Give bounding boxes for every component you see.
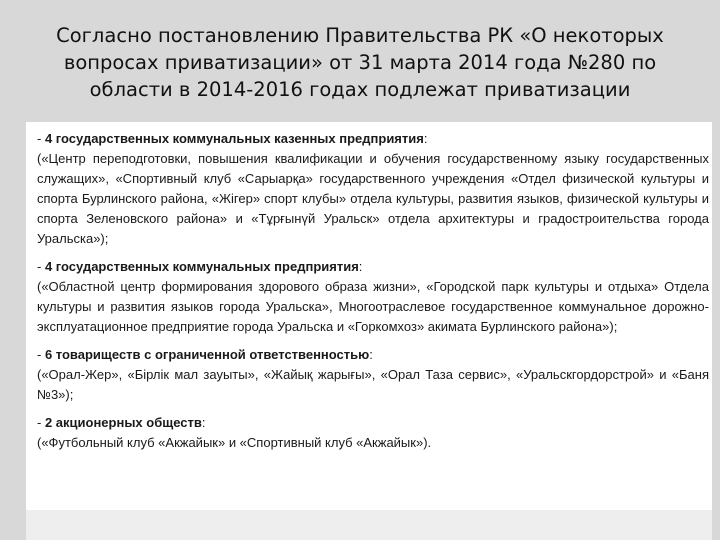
list-item-body: («Центр переподготовки, повышения квалификации и обучения государственному языку государственных служащих», «Спортивный клуб «Сарыарқа» государственного учреждения «Отдел физической культуры и спорта Бурлинского района, «Жігер» спорт клубы» отдела культуры, развития языков, физической культуры и спорта Зеленовского района» и «Тұрғынүй Уральск» отдела архитектуры и градостроительства города Уральска»); [37, 151, 709, 246]
list-item-title: 6 товариществ с ограниченной ответственностью [44, 347, 370, 362]
list-item-joint-stock-companies [37, 413, 709, 453]
list-item-communal-enterprises [37, 257, 709, 337]
list-item-heading: - 2 акционерных обществ: [37, 415, 206, 430]
title-line: области в 2014-2016 годах подлежат приватизации [89, 78, 631, 101]
list-item-body: («Футбольный клуб «Акжайык» и «Спортивный клуб «Акжайык»). [37, 435, 432, 450]
title-line: вопросах приватизации» от 31 марта 2014 года №280 по [63, 51, 657, 74]
list-item-heading: - 6 товариществ с ограниченной ответственностью: [37, 347, 373, 362]
list-item-communal-state-enterprises [37, 129, 709, 249]
list-item-title: 2 акционерных обществ [44, 415, 202, 430]
list-item-llp [37, 345, 709, 405]
title-line: Согласно постановлению Правительства РК «О некоторых [56, 24, 664, 47]
list-item-heading: - 4 государственных коммунальных казенных предприятия: [37, 131, 428, 146]
left-margin-bar [0, 122, 26, 540]
list-item-title: 4 государственных коммунальных казенных предприятия [44, 131, 424, 146]
page-title [0, 22, 720, 103]
footer-band [26, 510, 712, 540]
content-area [37, 129, 709, 461]
list-item-title: 4 государственных коммунальных предприятия [44, 259, 359, 274]
list-item-body: («Орал-Жер», «Бірлік мал зауыты», «Жайық жарығы», «Орал Таза сервис», «Уральскгордорстрой» и «Баня №3»); [37, 367, 709, 402]
list-item-heading: - 4 государственных коммунальных предприятия: [37, 259, 363, 274]
right-margin-bar [712, 122, 720, 540]
list-item-body: («Областной центр формирования здорового образа жизни», «Городской парк культуры и отдыха» Отдела культуры и развития языков города Уральска», Многоотраслевое государственное коммунальное дорожно-эксплуатационное предприятие города Уральска и «Горкомхоз» акимата Бурлинского района»); [37, 279, 709, 334]
